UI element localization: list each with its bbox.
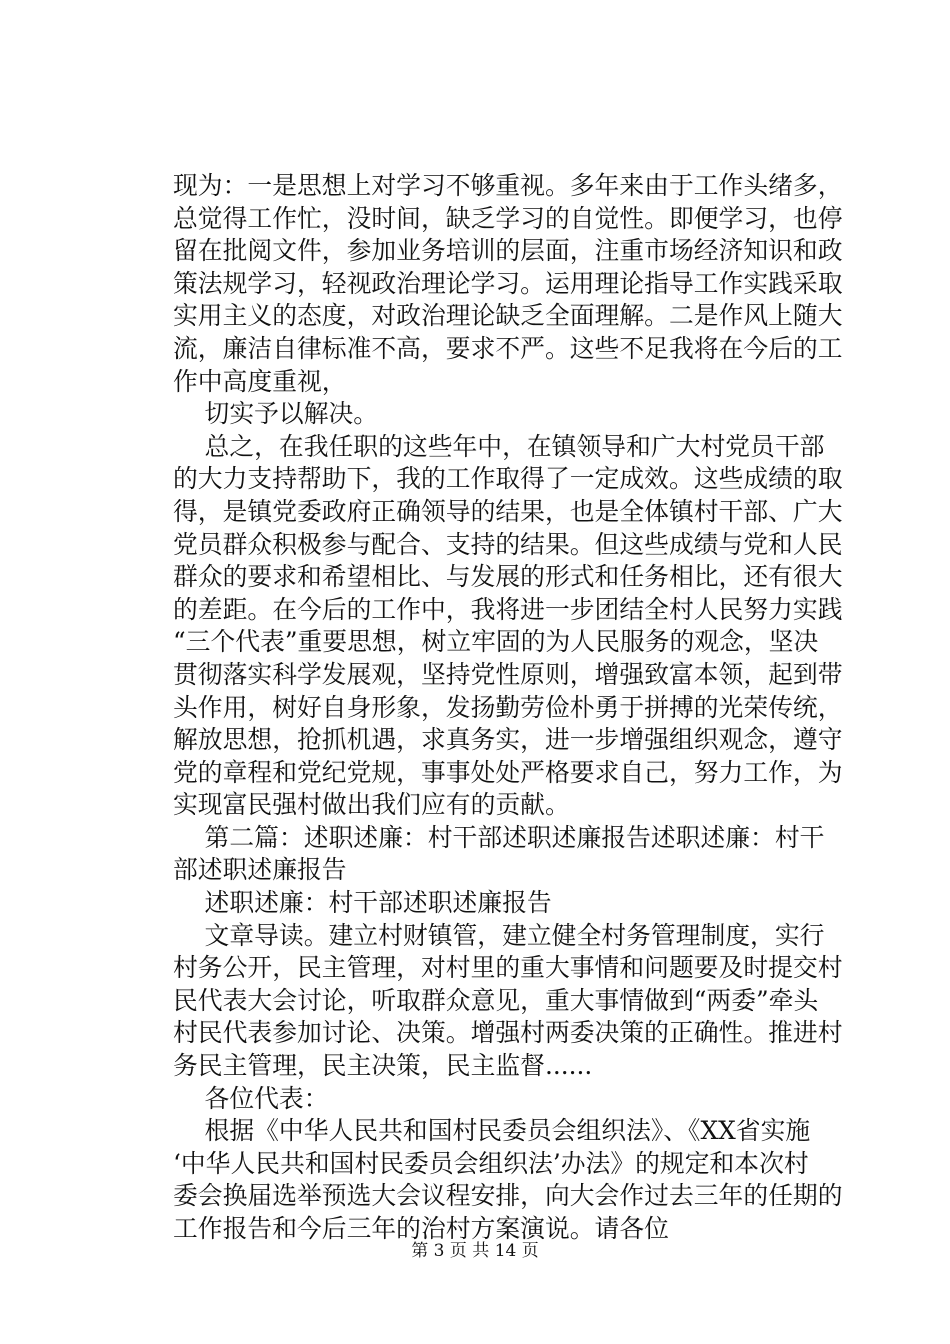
text-line: 实用主义的态度，对政治理论缺乏全面理解。二是作风上随大 <box>173 301 843 331</box>
text-line: 得，是镇党委政府正确领导的结果，也是全体镇村干部、广大 <box>173 496 843 526</box>
text-line: 现为：一是思想上对学习不够重视。多年来由于工作头绪多， <box>173 171 843 200</box>
text-line: 根据《中华人民共和国村民委员会组织法》、《XX省实施 <box>173 1116 811 1146</box>
text-line: 述职述廉：村干部述职述廉报告 <box>173 888 552 918</box>
text-line: 总觉得工作忙，没时间，缺乏学习的自觉性。即便学习，也停 <box>173 203 843 233</box>
page-footer <box>0 1240 950 1262</box>
text-line: 委会换届选举预选大会议程安排，向大会作过去三年的任期的 <box>173 1181 843 1211</box>
text-line: 的差距。在今后的工作中，我将进一步团结全村人民努力实践 <box>173 594 843 624</box>
text-line: 切实予以解决。 <box>173 399 379 429</box>
text-line: 总之，在我任职的这些年中，在镇领导和广大村党员干部 <box>173 431 825 461</box>
section-heading: 部述职述廉报告 <box>173 855 347 885</box>
text-line: 村民代表参加讨论、决策。增强村两委决策的正确性。推进村 <box>173 1018 843 1048</box>
text-line: 实现富民强村做出我们应有的贡献。 <box>173 790 570 820</box>
text-line: 流，廉洁自律标准不高，要求不严。这些不足我将在今后的工 <box>173 333 843 363</box>
text-line: 解放思想，抢抓机遇，求真务实，进一步增强组织观念，遵守 <box>173 725 843 755</box>
text-line: 务民主管理，民主决策，民主监督...... <box>173 1051 593 1081</box>
text-line: 留在批阅文件，参加业务培训的层面，注重市场经济知识和政 <box>173 236 843 266</box>
text-line: 作中高度重视， <box>173 366 347 396</box>
text-line: 的大力支持帮助下，我的工作取得了一定成效。这些成绩的取 <box>173 464 843 494</box>
document-body <box>173 170 843 1246</box>
text-line: 各位代表： <box>173 1083 329 1113</box>
text-line: 村务公开，民主管理，对村里的重大事情和问题要及时提交村 <box>173 953 843 983</box>
text-line: “三个代表”重要思想，树立牢固的为人民服务的观念，坚决 <box>173 627 819 657</box>
text-line: 党员群众积极参与配合、支持的结果。但这些成绩与党和人民 <box>173 529 843 559</box>
text-line: 党的章程和党纪党规，事事处处严格要求自己，努力工作，为 <box>173 757 843 787</box>
text-line: 策法规学习，轻视政治理论学习。运用理论指导工作实践采取 <box>173 268 843 298</box>
text-line: 民代表大会讨论，听取群众意见，重大事情做到“两委”牵头 <box>173 985 819 1015</box>
section-heading: 第二篇：述职述廉：村干部述职述廉报告述职述廉：村干 <box>173 822 825 852</box>
text-line: 贯彻落实科学发展观，坚持党性原则，增强致富本领，起到带 <box>173 659 843 689</box>
text-line: 文章导读。建立村财镇管，建立健全村务管理制度，实行 <box>173 920 825 950</box>
text-line: ‘中华人民共和国村民委员会组织法’办法》的规定和本次村 <box>173 1148 809 1178</box>
text-line: 工作报告和今后三年的治村方案演说。请各位 <box>173 1214 669 1243</box>
page-number-label: 第 3 页 共 14 页 <box>411 1241 539 1261</box>
text-line: 群众的要求和希望相比、与发展的形式和任务相比，还有很大 <box>173 562 843 592</box>
text-line: 头作用，树好自身形象，发扬勤劳俭朴勇于拼搏的光荣传统， <box>173 692 843 722</box>
